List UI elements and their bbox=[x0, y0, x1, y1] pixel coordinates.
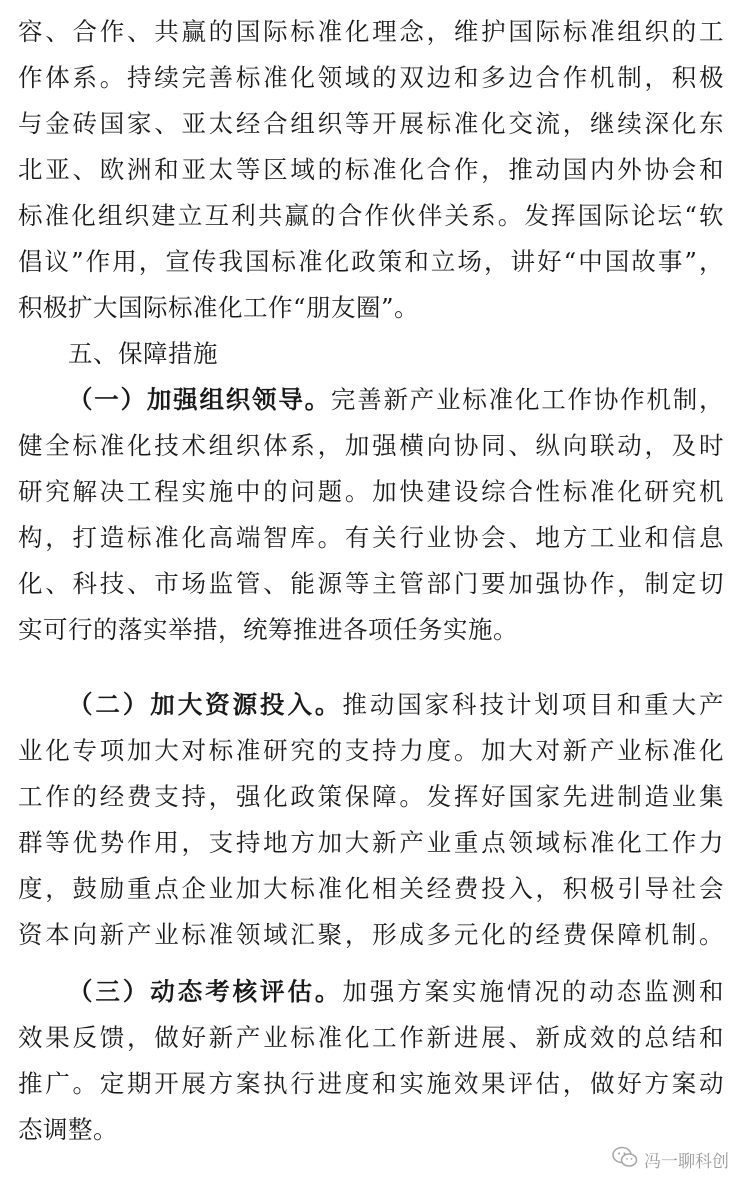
text-line: 业化专项加大对标准研究的支持力度。加大对新产业标准化 bbox=[18, 736, 724, 765]
paragraph-first-line bbox=[68, 970, 724, 1014]
text-line: 态调整。 bbox=[18, 1115, 118, 1144]
text-line: 健全标准化技术组织体系，加强横向协同、纵向联动，及时 bbox=[18, 431, 724, 460]
paragraph-first-line bbox=[68, 378, 724, 422]
paragraph-text: 完善新产业标准化工作协作机制， bbox=[330, 385, 725, 414]
text-line: 容、合作、共赢的国际标准化理念，维护国际标准组织的工 bbox=[18, 17, 724, 46]
paragraph-text: 推动国家科技计划项目和重大产 bbox=[342, 690, 725, 719]
text-line: 化、科技、市场监管、能源等主管部门要加强协作，制定切 bbox=[18, 569, 724, 598]
section-heading: 五、保障措施 bbox=[68, 339, 218, 368]
text-line: 倡议”作用，宣传我国标准化政策和立场，讲好“中国故事”， bbox=[18, 247, 724, 276]
paragraph-title: （一）加强组织领导。 bbox=[68, 385, 331, 414]
paragraph-text: 加强方案实施情况的动态监测和 bbox=[342, 977, 725, 1006]
text-line: 标准化组织建立互利共赢的合作伙伴关系。发挥国际论坛“软 bbox=[18, 201, 724, 230]
text-line: 北亚、欧洲和亚太等区域的标准化合作，推动国内外协会和 bbox=[18, 155, 724, 184]
text-line: 度，鼓励重点企业加大标准化相关经费投入，积极引导社会 bbox=[18, 874, 724, 903]
text-line: 实可行的落实举措，统筹推进各项任务实施。 bbox=[18, 615, 518, 644]
paragraph-title: （三）动态考核评估。 bbox=[68, 977, 343, 1006]
text-line: 与金砖国家、亚太经合组织等开展标准化交流，继续深化东 bbox=[18, 109, 724, 138]
paragraph-title: （二）加大资源投入。 bbox=[68, 690, 343, 719]
paragraph-first-line bbox=[68, 683, 724, 727]
text-line: 资本向新产业标准领域汇聚，形成多元化的经费保障机制。 bbox=[18, 920, 724, 949]
text-line: 构，打造标准化高端智库。有关行业协会、地方工业和信息 bbox=[18, 523, 724, 552]
watermark bbox=[612, 1145, 729, 1173]
text-line: 群等优势作用，支持地方加大新产业重点领域标准化工作力 bbox=[18, 828, 724, 857]
text-line: 研究解决工程实施中的问题。加快建设综合性标准化研究机 bbox=[18, 477, 724, 506]
text-line: 工作的经费支持，强化政策保障。发挥好国家先进制造业集 bbox=[18, 782, 724, 811]
wechat-icon bbox=[612, 1146, 644, 1173]
text-line: 效果反馈，做好新产业标准化工作新进展、新成效的总结和 bbox=[18, 1023, 724, 1052]
text-line: 积极扩大国际标准化工作“朋友圈”。 bbox=[18, 293, 420, 322]
text-line: 推广。定期开展方案执行进度和实施效果评估，做好方案动 bbox=[18, 1069, 724, 1098]
watermark-text: 冯一聊科创 bbox=[644, 1151, 729, 1172]
text-line: 作体系。持续完善标准化领域的双边和多边合作机制，积极 bbox=[18, 63, 724, 92]
